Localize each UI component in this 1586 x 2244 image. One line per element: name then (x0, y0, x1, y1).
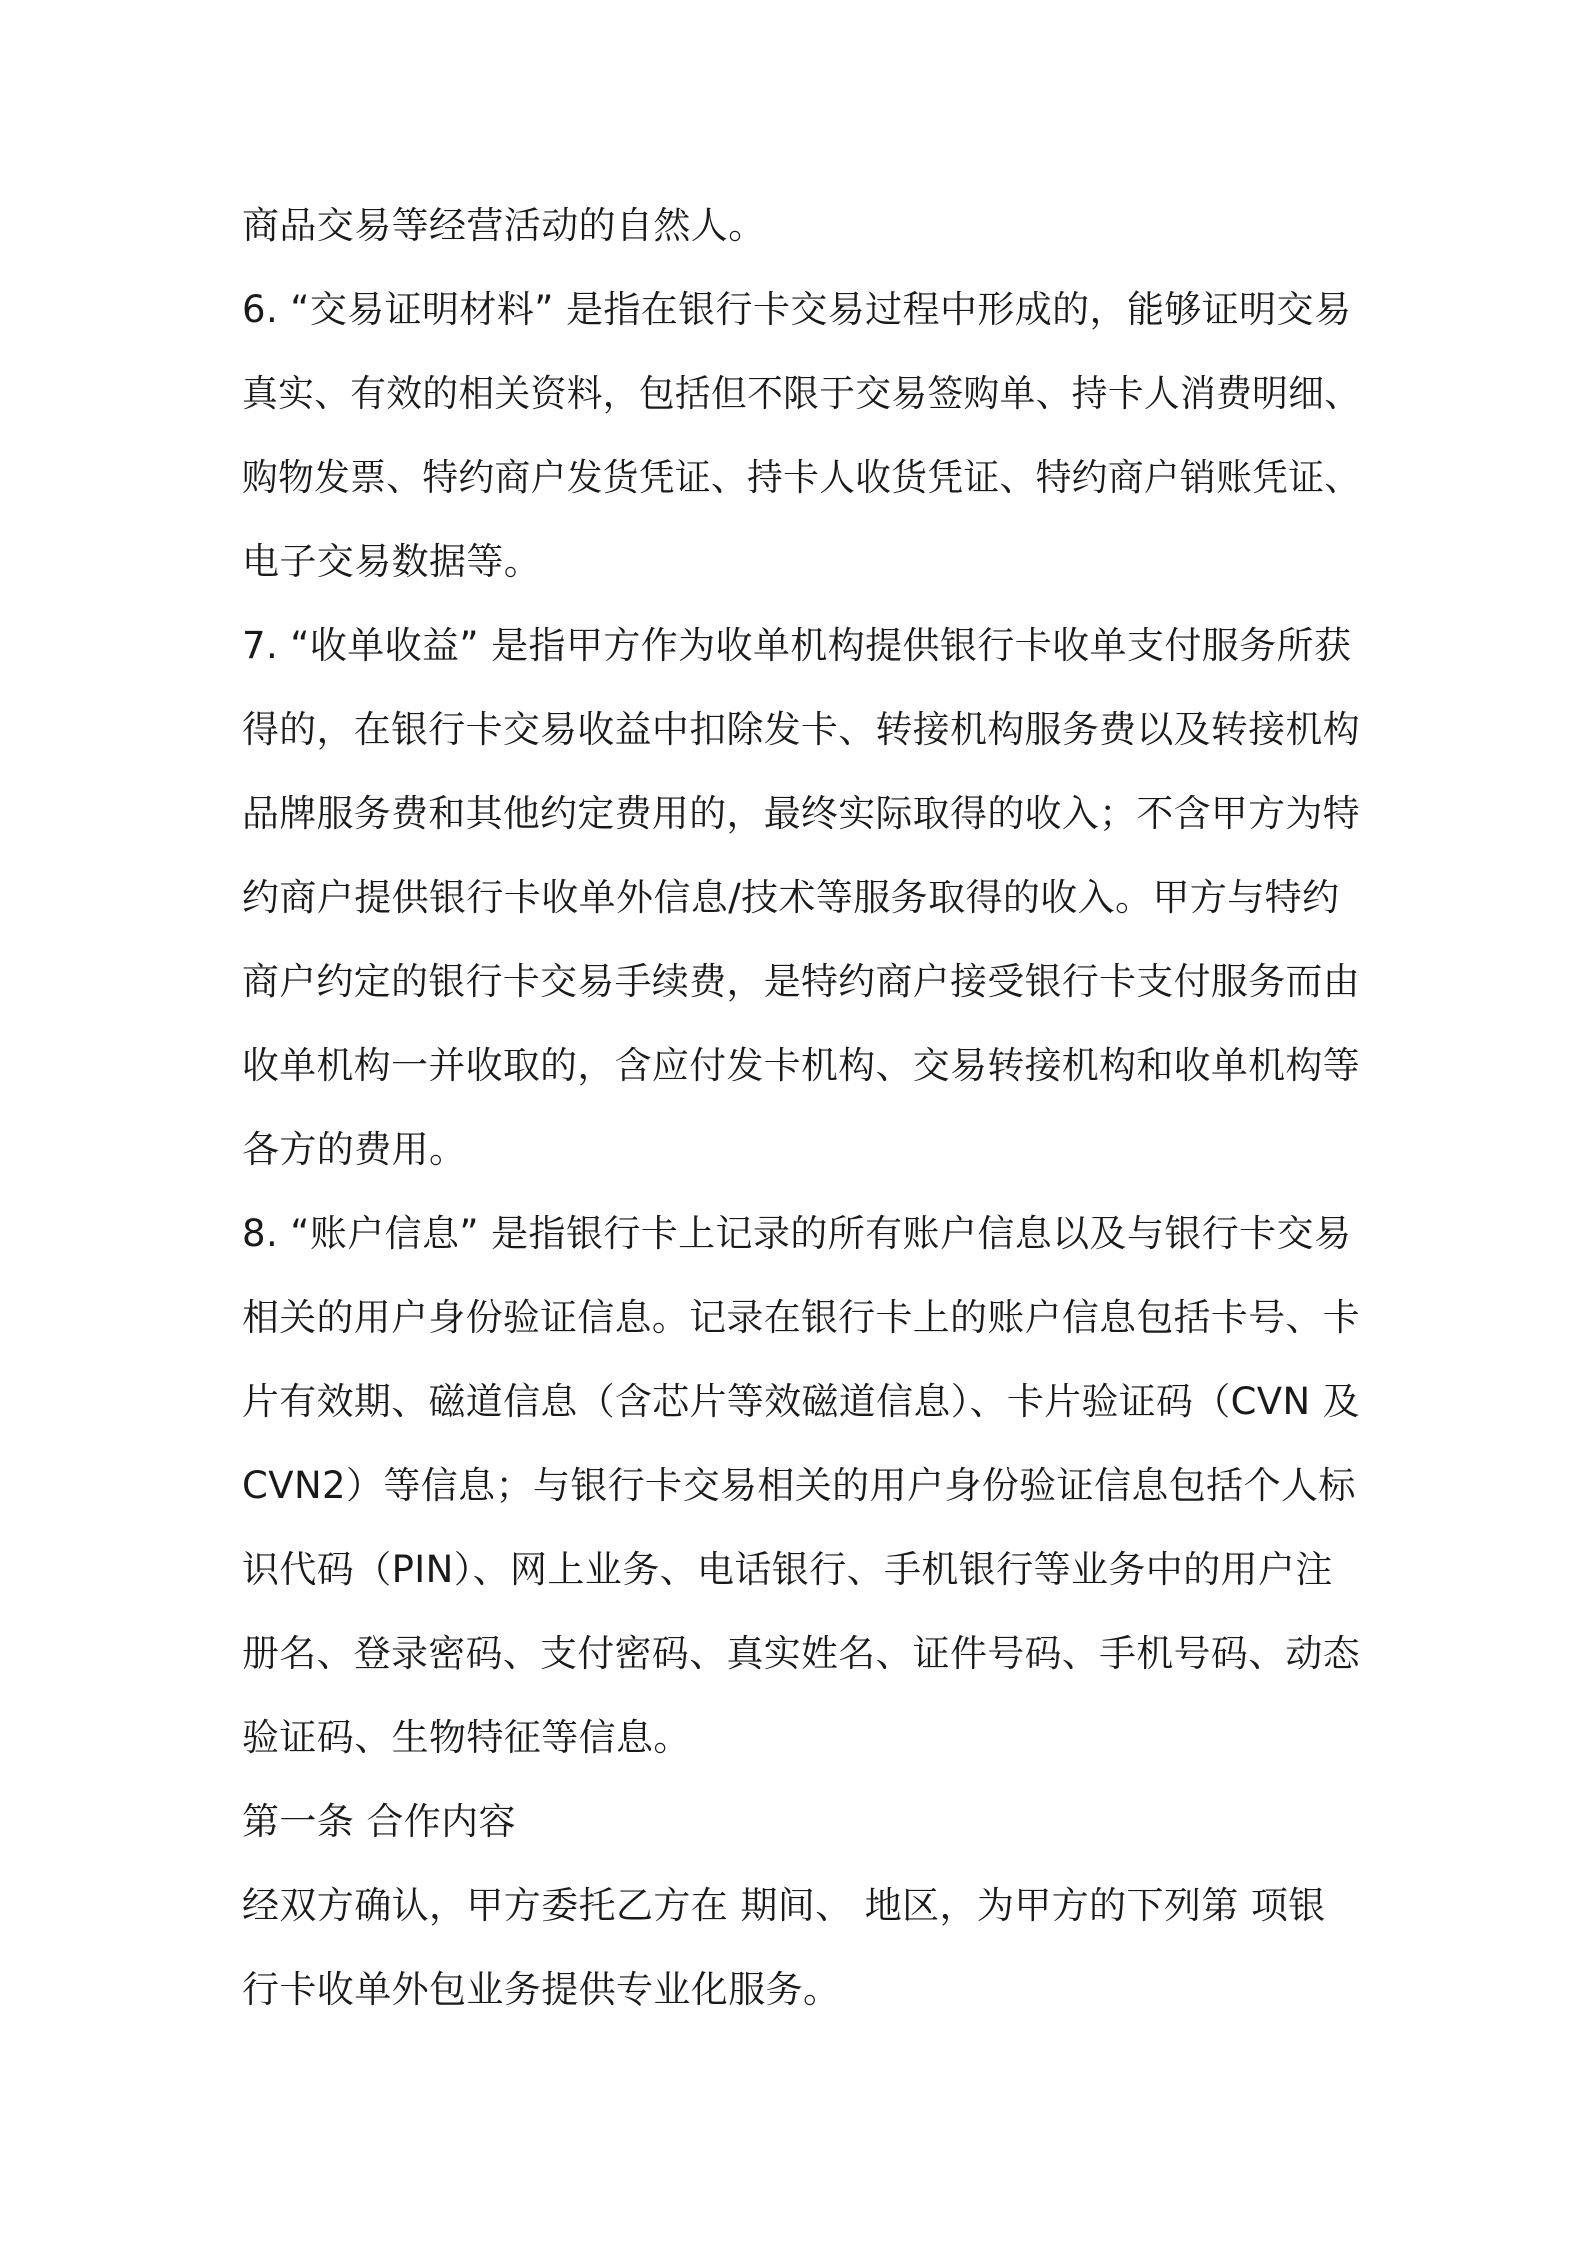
text-line: 真实、有效的相关资料，包括但不限于交易签购单、持卡人消费明细、 (242, 372, 1361, 415)
text-line: 商品交易等经营活动的自然人。 (242, 204, 766, 247)
text-line: 商户约定的银行卡交易手续费，是特约商户接受银行卡支付服务而由 (242, 960, 1360, 1003)
text-line: 各方的费用。 (242, 1128, 467, 1171)
text-line: 行卡收单外包业务提供专业化服务。 (242, 1968, 841, 2011)
text-line: 识代码（PIN）、网上业务、电话银行、手机银行等业务中的用户注 (242, 1548, 1333, 1591)
text-line: 品牌服务费和其他约定费用的，最终实际取得的收入；不含甲方为特 (242, 792, 1360, 835)
text-line: 片有效期、磁道信息（含芯片等效磁道信息）、卡片验证码（CVN 及 (242, 1380, 1360, 1423)
clause-8-heading-line: 8. “账户信息” 是指银行卡上记录的所有账户信息以及与银行卡交易 (242, 1212, 1352, 1255)
text-line: 册名、登录密码、支付密码、真实姓名、证件号码、手机号码、动态 (242, 1632, 1360, 1675)
text-line: 经双方确认，甲方委托乙方在 期间、 地区，为甲方的下列第 项银 (242, 1884, 1326, 1927)
text-line: 验证码、生物特征等信息。 (242, 1716, 691, 1759)
text-line: CVN2）等信息；与银行卡交易相关的用户身份验证信息包括个人标 (242, 1464, 1356, 1507)
section-heading: 第一条 合作内容 (242, 1800, 516, 1843)
text-line: 电子交易数据等。 (242, 540, 542, 583)
text-line: 约商户提供银行卡收单外信息/技术等服务取得的收入。甲方与特约 (242, 876, 1340, 919)
text-line: 收单机构一并收取的，含应付发卡机构、交易转接机构和收单机构等 (242, 1044, 1360, 1087)
text-line: 相关的用户身份验证信息。记录在银行卡上的账户信息包括卡号、卡 (242, 1296, 1360, 1339)
clause-6-heading-line: 6. “交易证明材料” 是指在银行卡交易过程中形成的，能够证明交易 (242, 288, 1352, 331)
text-line: 得的，在银行卡交易收益中扣除发卡、转接机构服务费以及转接机构 (242, 708, 1360, 751)
text-line: 购物发票、特约商户发货凭证、持卡人收货凭证、特约商户销账凭证、 (242, 456, 1361, 499)
clause-7-heading-line: 7. “收单收益” 是指甲方作为收单机构提供银行卡收单支付服务所获 (242, 624, 1352, 667)
